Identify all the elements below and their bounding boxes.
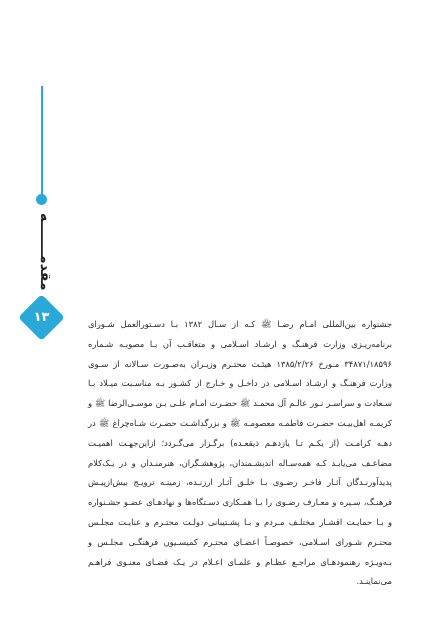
section-title: مقدمـــــــه [37,213,53,291]
body-paragraph: جشنواره بین‌المللی امـام رضـا ﷺ کـه از سـال ۱۳۸۲ بـا دسـتورالعمل شـورای برنامه‌ریـزی وزارت فرهنـگ و ارشـاد اسـلامی و متعاقـب آن بـا مصوبـه شـماره ۳۴۸۷۱/۱۸۵۹۶ مـورخ ۱۳۸۵/۲/۲۶ هیئـت محتـرم وزیـران به‌صـورت سـالانه از سـوی وزارت فرهنـگ و ارشـاد اسـلامی در داخـل و خـارج از کشـور بـه مناسـبت میـلاد بـا سـعادت و سراسـر نـور عالـم آل محمـد ﷺ حضـرت امـام علـی بـن موسـی‌الرضا ﷺ و کریمـه اهل‌بیـت حضـرت فاطمـه معصومـه ﷺ و بزرگداشـت حضـرت شـاه‌چراغ ﷺ در دهـه کرامـت (از یکـم تـا یازدهـم ذیقعـده) برگـزار می‌گـردد؛ ازاین‌جهـت اهمیـت مضاعـف می‌یابـد کـه همه‌سـاله اندیشـمندان، پژوهشـگران، هنرمنـدان و در یـک‌کلام پدیدآورنـدگان آثـار فاخـر رضـوی بـا خلـق آثـار ارزنـده، زمینـه ترویـج بیش‌ازپیـش فرهنـگ، سـیره و معـارف رضـوی را بـا همـکاری دسـتگاه‌ها و نهادهـای عضـو جشـنواره و بـا حمایـت اقشـار مختلـف مـردم و بـا پشـتیبانی دولـت محتـرم و عنایـت مجلـس محتـرم شـورای اسـلامی، خصوصـاً اعضـای محتـرم کمیسـیون فرهنگـی مجلـس و بـه‌ویـژه رهنمودهـای مراجـع عظـام و علمـای اعـلام در یـک فضـای معنـوی فراهـم می‌نماینـد. [88,319,393,587]
accent-dot [36,194,47,205]
page-number: ۱۳ [33,310,50,325]
accent-line [41,86,43,195]
